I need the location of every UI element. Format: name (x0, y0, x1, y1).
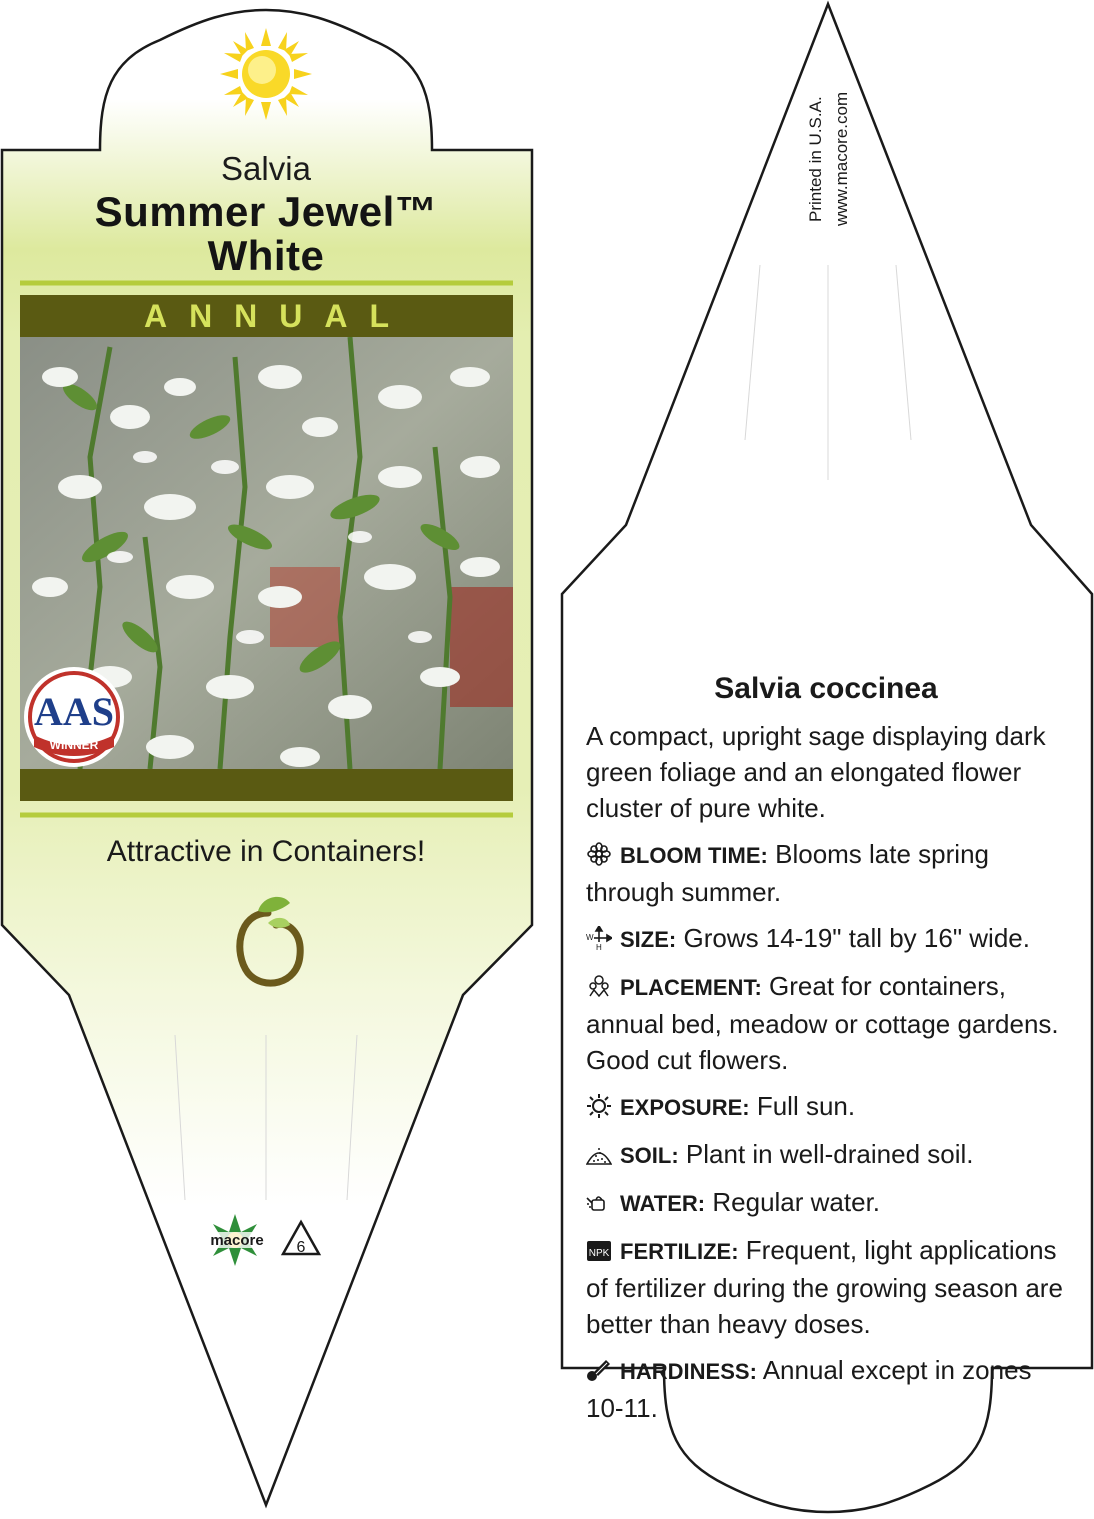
npk-icon-text: NPK (588, 1248, 610, 1259)
bloom-time-label: BLOOM TIME: (620, 843, 768, 868)
thermometer-icon (586, 1358, 612, 1382)
exposure-label: EXPOSURE: (620, 1095, 750, 1120)
printed-in-text: Printed in U.S.A. (806, 96, 825, 222)
scientific-name: Salvia coccinea (714, 672, 938, 705)
size-icon-h: H (596, 943, 602, 950)
aas-winner-text: WINNER (49, 738, 99, 752)
soil-label: SOIL: (620, 1143, 679, 1168)
svg-text:AAS: AAS (33, 689, 115, 734)
macore-logo-text: macore (210, 1232, 264, 1249)
bloom-time-text: Blooms late spring through summer. (586, 839, 989, 907)
fertilize-label: FERTILIZE: (620, 1239, 739, 1264)
size-arrows-icon (586, 926, 612, 950)
swirl-leaf-logo (228, 893, 308, 993)
npk-fertilizer-icon (586, 1238, 612, 1262)
variety-line-1: Summer Jewel™ (94, 188, 438, 235)
placement-label: PLACEMENT: (620, 975, 762, 1000)
placement-plants-icon (586, 974, 612, 998)
sun-outline-icon (586, 1094, 612, 1118)
hardiness (586, 1352, 1066, 1426)
sun-icon (218, 26, 314, 122)
placement (586, 968, 1066, 1078)
watering-can-icon (586, 1190, 612, 1214)
plant-info (586, 672, 1066, 1436)
size-label: SIZE: (620, 927, 677, 952)
variety-line-2: White (207, 232, 325, 279)
exposure-text: Full sun. (756, 1091, 856, 1121)
hardiness-label: HARDINESS: (620, 1359, 757, 1384)
printed-info (800, 62, 860, 232)
aas-winner-badge (22, 665, 126, 769)
hardiness-text: Annual except in zones 10-11. (586, 1355, 1032, 1423)
photo-bottom-band (20, 769, 513, 801)
fertilize (586, 1232, 1066, 1342)
tagline: Attractive in Containers! (106, 835, 426, 868)
exposure (586, 1088, 1066, 1126)
website-text: www.macore.com (832, 91, 851, 226)
placement-text: Great for containers, annual bed, meadow or cottage gardens. Good cut flowers. (586, 971, 1059, 1075)
size-icon-w: W (586, 933, 594, 942)
soil (586, 1136, 1066, 1174)
water-label: WATER: (620, 1191, 706, 1216)
recycle-code: 6 (296, 1239, 306, 1256)
water (586, 1184, 1066, 1222)
size-text: Grows 14-19" tall by 16" wide. (683, 923, 1030, 953)
variety-name (0, 190, 532, 278)
category-label: ANNUAL (143, 298, 412, 334)
macore-logo-area (203, 1210, 328, 1270)
soil-text: Plant in well-drained soil. (685, 1139, 974, 1169)
genus-name: Salvia (221, 150, 311, 187)
size (586, 920, 1066, 958)
description: A compact, upright sage displaying dark green foliage and an elongated flower cluster of pure white. (586, 721, 1046, 823)
water-text: Regular water. (712, 1187, 881, 1217)
bloom-time (586, 836, 1066, 910)
fertilize-text: Frequent, light applications of fertilizer during the growing season are better than heavy doses. (586, 1235, 1063, 1339)
flower-icon (586, 842, 612, 866)
recycle-6-icon (283, 1222, 319, 1256)
soil-mound-icon (586, 1142, 612, 1166)
